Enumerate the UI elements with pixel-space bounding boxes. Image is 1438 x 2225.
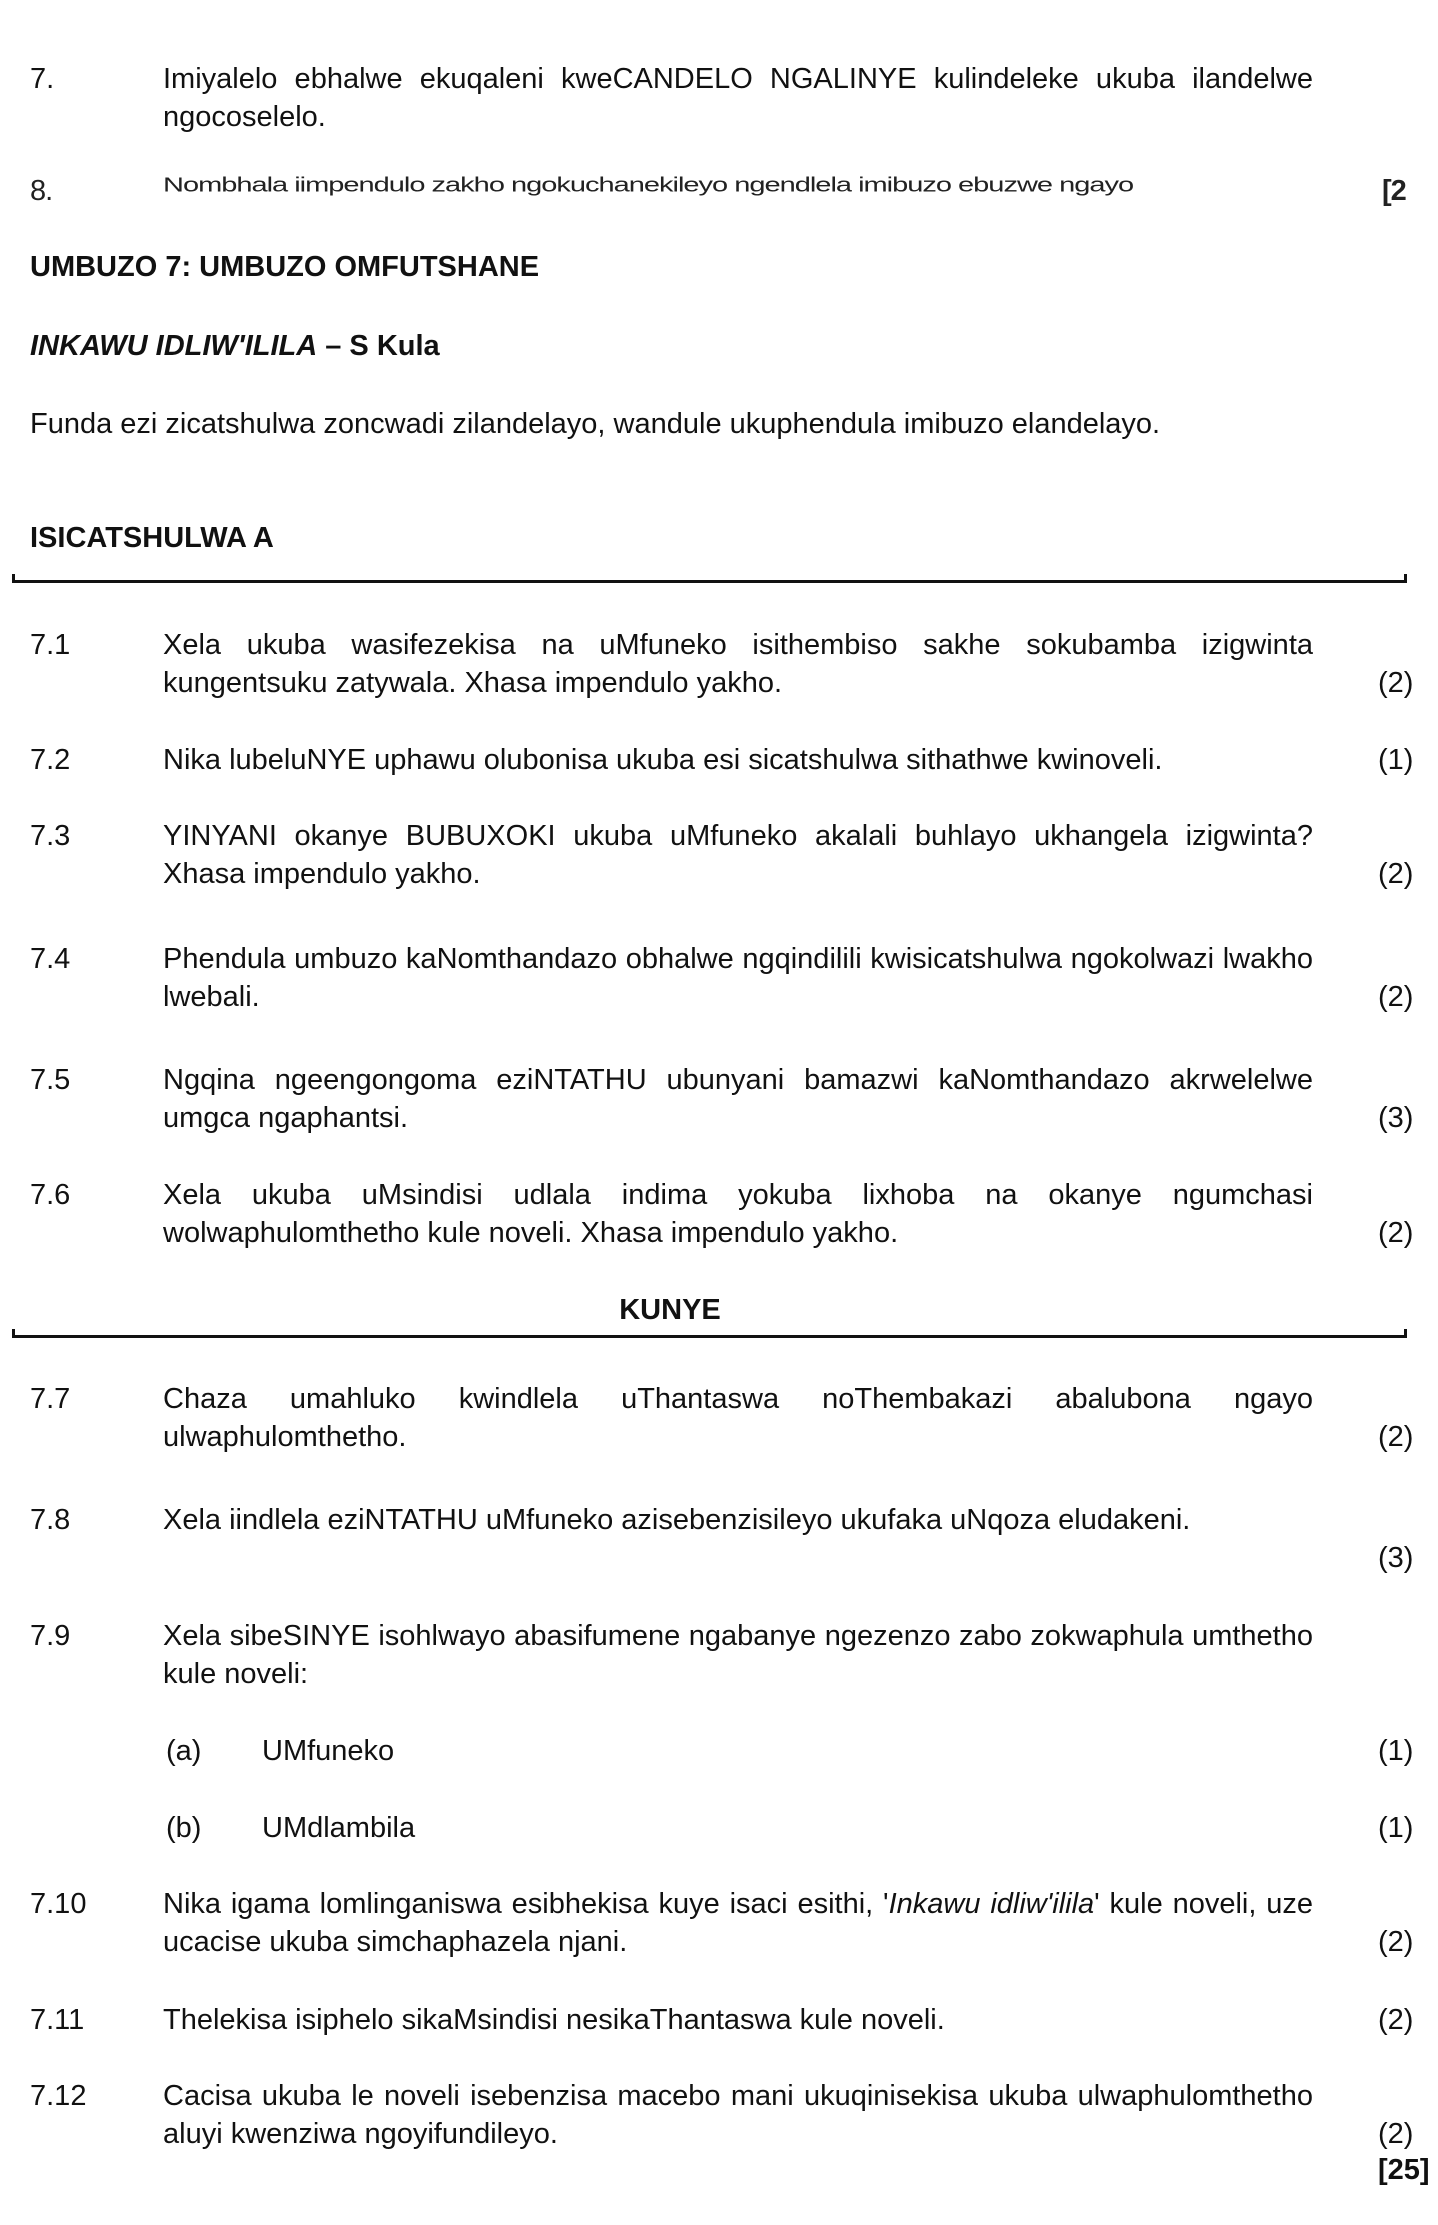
question-number: 7.6: [30, 1179, 71, 1211]
question-mark: (2): [1378, 2004, 1414, 2036]
question-text: Thelekisa isiphelo sikaMsindisi nesikaThantaswa kule noveli.: [163, 2004, 945, 2036]
question-number: 7.7: [30, 1383, 71, 1415]
question-number: 7.8: [30, 1504, 71, 1536]
question-text-start: Nika igama lomlinganiswa esibhekisa kuye isaci esithi, ': [163, 1888, 889, 1920]
sub-item-label: (b): [166, 1812, 202, 1844]
question-mark: (3): [1378, 1102, 1414, 1134]
question-text: Phendula umbuzo kaNomthandazo obhalwe ngqindilili kwisicatshulwa ngokolwazi lwakho lwebali.: [163, 943, 1313, 1013]
question-mark: (2): [1378, 858, 1414, 890]
question-number: 7.5: [30, 1064, 71, 1096]
question-mark: (2): [1378, 981, 1414, 1013]
sub-item-mark: (1): [1378, 1812, 1414, 1844]
sub-item-mark: (1): [1378, 1735, 1414, 1767]
section-heading: UMBUZO 7: UMBUZO OMFUTSHANE: [30, 251, 540, 283]
book-author: – S Kula: [317, 330, 440, 362]
divider-rule: [12, 1335, 1407, 1338]
question-mark: (2): [1378, 1217, 1414, 1249]
question-mark: (3): [1378, 1542, 1414, 1574]
book-title: INKAWU IDLIW'ILILA: [30, 330, 318, 362]
question-text: Ngqina ngeengongoma eziNTATHU ubunyani bamazwi kaNomthandazo akrwelelwe umgca ngaphantsi.: [163, 1064, 1313, 1134]
question-text: Xela ukuba wasifezekisa na uMfuneko isithembiso sakhe sokubamba izigwinta kungentsuku zatywala. Xhasa impendulo yakho.: [163, 629, 1313, 699]
question-number: 7.10: [30, 1888, 87, 1920]
book-title-line: [30, 327, 440, 365]
reading-instruction: Funda ezi zicatshulwa zoncwadi zilandelayo, wandule ukuphendula imibuzo elandelayo.: [30, 408, 1161, 440]
idiom-italic: Inkawu idliw'ilila: [888, 1888, 1095, 1920]
question-text: Nika lubeluNYE uphawu olubonisa ukuba esi sicatshulwa sithathwe kwinoveli.: [163, 744, 1163, 776]
garbled-number: 8.: [30, 175, 53, 207]
question-mark: (2): [1378, 1421, 1414, 1453]
question-mark: (1): [1378, 744, 1414, 776]
question-number: 7.11: [30, 2004, 85, 2036]
instruction-text: Imiyalelo ebhalwe ekuqaleni kweCANDELO NGALINYE kulindeleke ukuba ilandelwe ngocoselelo.: [163, 63, 1313, 133]
question-text: Xela iindlela eziNTATHU uMfuneko azisebenzisileyo ukufaka uNqoza eludakeni.: [163, 1504, 1191, 1536]
garbled-instruction-line: [30, 172, 1406, 207]
garbled-mark: [2: [1382, 175, 1406, 207]
question-text: Cacisa ukuba le noveli isebenzisa macebo mani ukuqinisekisa ukuba ulwaphulomthetho aluyi kwenziwa ngoyifundileyo.: [163, 2080, 1313, 2150]
question-text: Xela ukuba uMsindisi udlala indima yokuba lixhoba na okanye ngumchasi wolwaphulomthetho kule noveli. Xhasa impendulo yakho.: [163, 1179, 1313, 1249]
question-number: 7.2: [30, 744, 71, 776]
question-number: 7.1: [30, 629, 71, 661]
question-text: Xela sibeSINYE isohlwayo abasifumene ngabanye ngezenzo zabo zokwaphula umthetho kule noveli:: [163, 1620, 1313, 1690]
question-number: 7.9: [30, 1620, 71, 1652]
sub-item-label: (a): [166, 1735, 202, 1767]
question-text: YINYANI okanye BUBUXOKI ukuba uMfuneko akalali buhlayo ukhangela izigwinta? Xhasa impendulo yakho.: [163, 820, 1313, 890]
question-text: Chaza umahluko kwindlela uThantaswa noThembakazi abalubona ngayo ulwaphulomthetho.: [163, 1383, 1313, 1453]
question-number: 7.4: [30, 943, 71, 975]
question-number: 7.12: [30, 2080, 87, 2112]
question-total: [25]: [1378, 2154, 1430, 2186]
extract-top-rule: [12, 580, 1407, 583]
question-mark: (2): [1378, 667, 1414, 699]
instruction-number: 7.: [30, 63, 55, 95]
extract-label: ISICATSHULWA A: [30, 522, 274, 554]
question-text-end: ' kule noveli, uze ucacise ukuba simchaphazela njani.: [163, 1888, 1313, 1958]
question-text: [163, 1885, 1313, 1961]
sub-item-text: UMfuneko: [262, 1735, 395, 1767]
question-number: 7.3: [30, 820, 71, 852]
divider-label: KUNYE: [619, 1294, 721, 1326]
sub-item-text: UMdlambila: [262, 1812, 416, 1844]
question-mark: (2): [1378, 1926, 1414, 1958]
question-mark: (2): [1378, 2118, 1414, 2150]
garbled-text: Nombhala iimpendulo zakho ngokuchanekileyo ngendlela imibuzo ebuzwe ngayo: [163, 174, 1134, 197]
